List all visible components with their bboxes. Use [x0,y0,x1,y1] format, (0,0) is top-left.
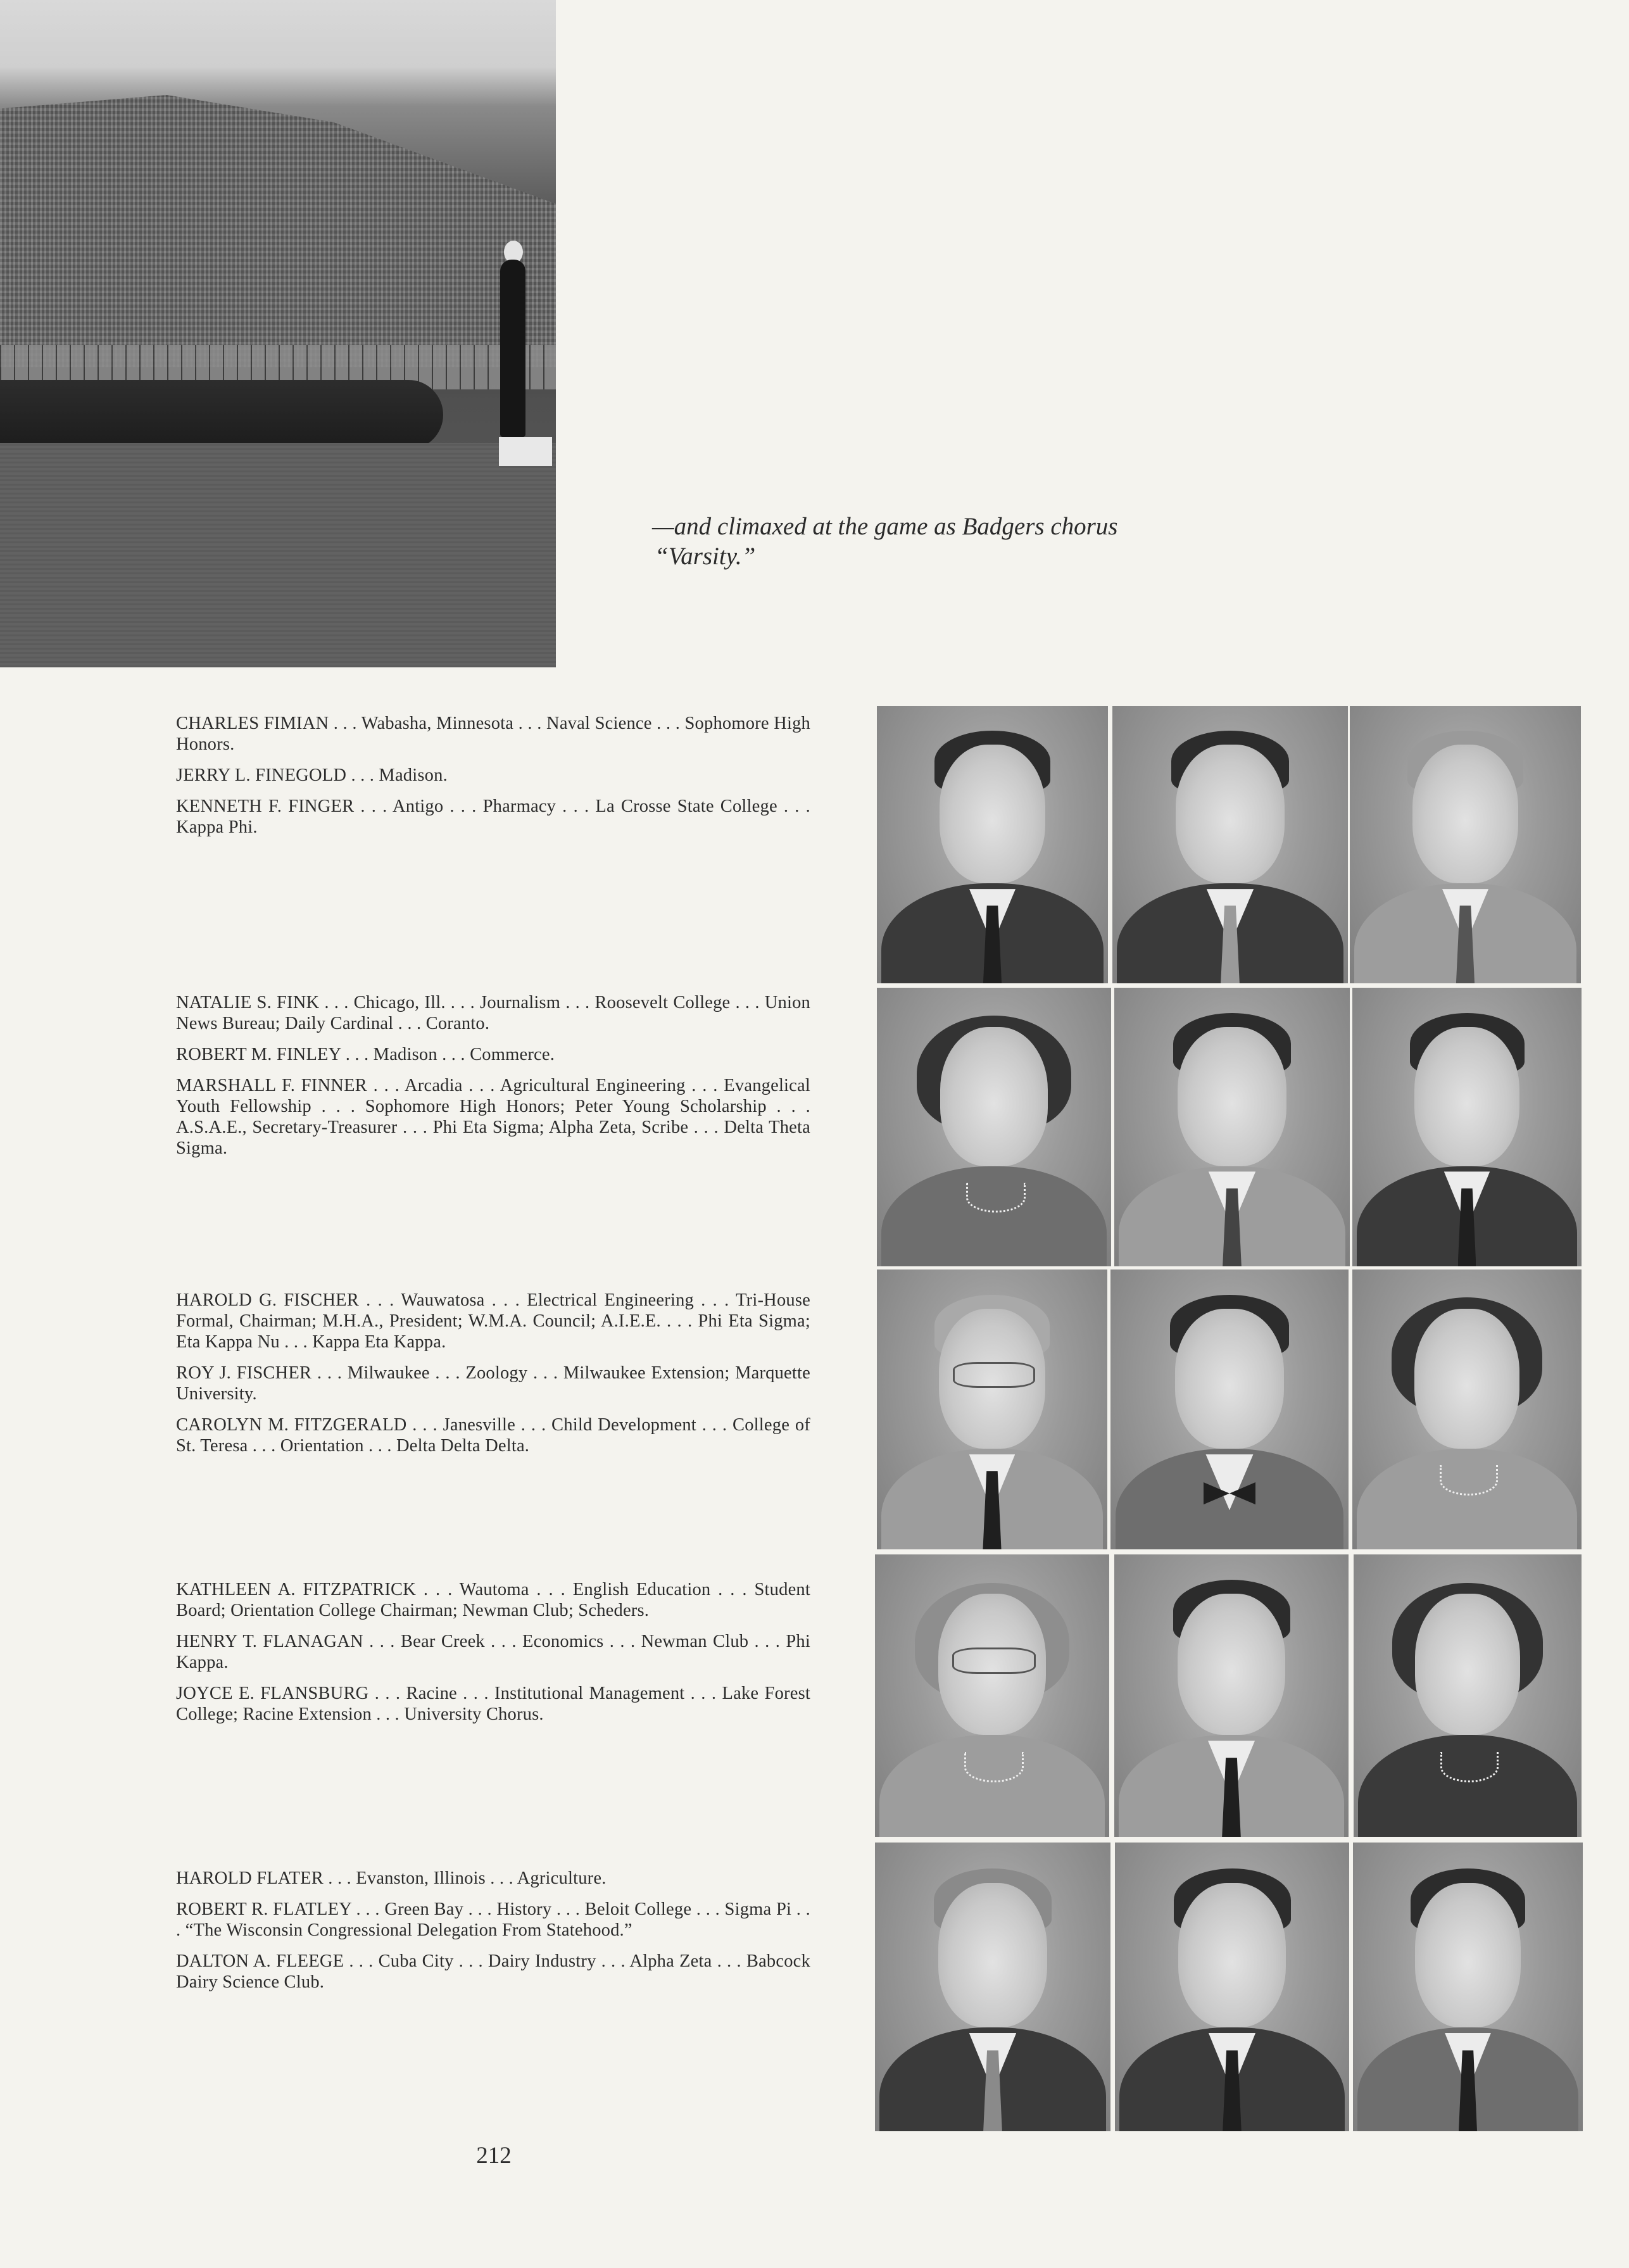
entry-group-1 [176,713,810,848]
portrait-grid [874,706,1583,2132]
entry: HAROLD FLATER . . . Evanston, Illinois . . . Agriculture. [176,1868,607,1888]
entry: ROBERT M. FINLEY . . . Madison . . . Commerce. [176,1045,555,1064]
entry: ROY J. FISCHER . . . Milwaukee . . . Zoology . . . Milwaukee Extension; Marquette University. [176,1363,810,1404]
portrait-dalton-fleege [1353,1843,1583,2131]
entry-group-4 [176,1579,810,1735]
caption-line-2: “Varsity.” [655,543,756,570]
entry: DALTON A. FLEEGE . . . Cuba City . . . Dairy Industry . . . Alpha Zeta . . . Babcock Dairy Science Club. [176,1951,810,1992]
entry-group-3 [176,1290,810,1466]
portrait-charles-fimian [877,706,1108,983]
portrait-robert-flatley [1115,1843,1349,2131]
portrait-harold-flater [875,1843,1110,2131]
portrait-carolyn-fitzgerald [1352,1269,1582,1549]
entry: CHARLES FIMIAN . . . Wabasha, Minnesota . . . Naval Science . . . Sophomore High Honors. [176,714,810,754]
portrait-marshall-finner [1352,988,1582,1266]
entry: HAROLD G. FISCHER . . . Wauwatosa . . . Electrical Engineering . . . Tri-House Formal, Chairman; M.H.A., President; W.M.A. Council; A.I.E.E. . . . Phi Eta Sigma; Eta Kappa Nu . . . Kappa Eta Kappa. [176,1290,810,1352]
entry: ROBERT R. FLATLEY . . . Green Bay . . . History . . . Beloit College . . . Sigma Pi . . . “The Wisconsin Congressional Delegation From Statehood.” [176,1899,810,1940]
caption-line-1: —and climaxed at the game as Badgers chorus [652,513,1118,540]
portrait-harold-fischer [877,1269,1107,1549]
entry: CAROLYN M. FITZGERALD . . . Janesville . . . Child Development . . . College of St. Teresa . . . Orientation . . . Delta Delta Delta. [176,1415,810,1456]
entry: NATALIE S. FINK . . . Chicago, Ill. . . . Journalism . . . Roosevelt College . . . Union News Bureau; Daily Cardinal . . . Coranto. [176,993,810,1033]
entry: KATHLEEN A. FITZPATRICK . . . Wautoma . . . English Education . . . Student Board; Orientation College Chairman; Newman Club; Scheders. [176,1580,810,1620]
portrait-roy-fischer [1110,1269,1349,1549]
entry: JERRY L. FINEGOLD . . . Madison. [176,765,448,785]
entry: MARSHALL F. FINNER . . . Arcadia . . . Agricultural Engineering . . . Evangelical Youth Fellowship . . . Sophomore High Honors; Peter Young Scholarship . . . A.S.A.E., Secretary-Treasurer . . . Phi Eta Sigma; Alpha Zeta, Scribe . . . Delta Theta Sigma. [176,1076,810,1158]
portrait-joyce-flansburg [1354,1554,1582,1837]
portrait-natalie-fink [877,988,1111,1266]
portrait-kenneth-finger [1350,706,1581,983]
entry: JOYCE E. FLANSBURG . . . Racine . . . Institutional Management . . . Lake Forest College; Racine Extension . . . University Chorus. [176,1684,810,1724]
entry: HENRY T. FLANAGAN . . . Bear Creek . . . Economics . . . Newman Club . . . Phi Kappa. [176,1632,810,1672]
portrait-jerry-finegold [1112,706,1348,983]
entry-group-2 [176,992,810,1169]
portrait-kathleen-fitzpatrick [875,1554,1109,1837]
portrait-robert-finley [1114,988,1350,1266]
entry-group-5 [176,1868,810,2003]
portrait-henry-flanagan [1114,1554,1349,1837]
entry: KENNETH F. FINGER . . . Antigo . . . Pharmacy . . . La Crosse State College . . . Kappa Phi. [176,797,810,837]
page-number: 212 [476,2143,512,2169]
